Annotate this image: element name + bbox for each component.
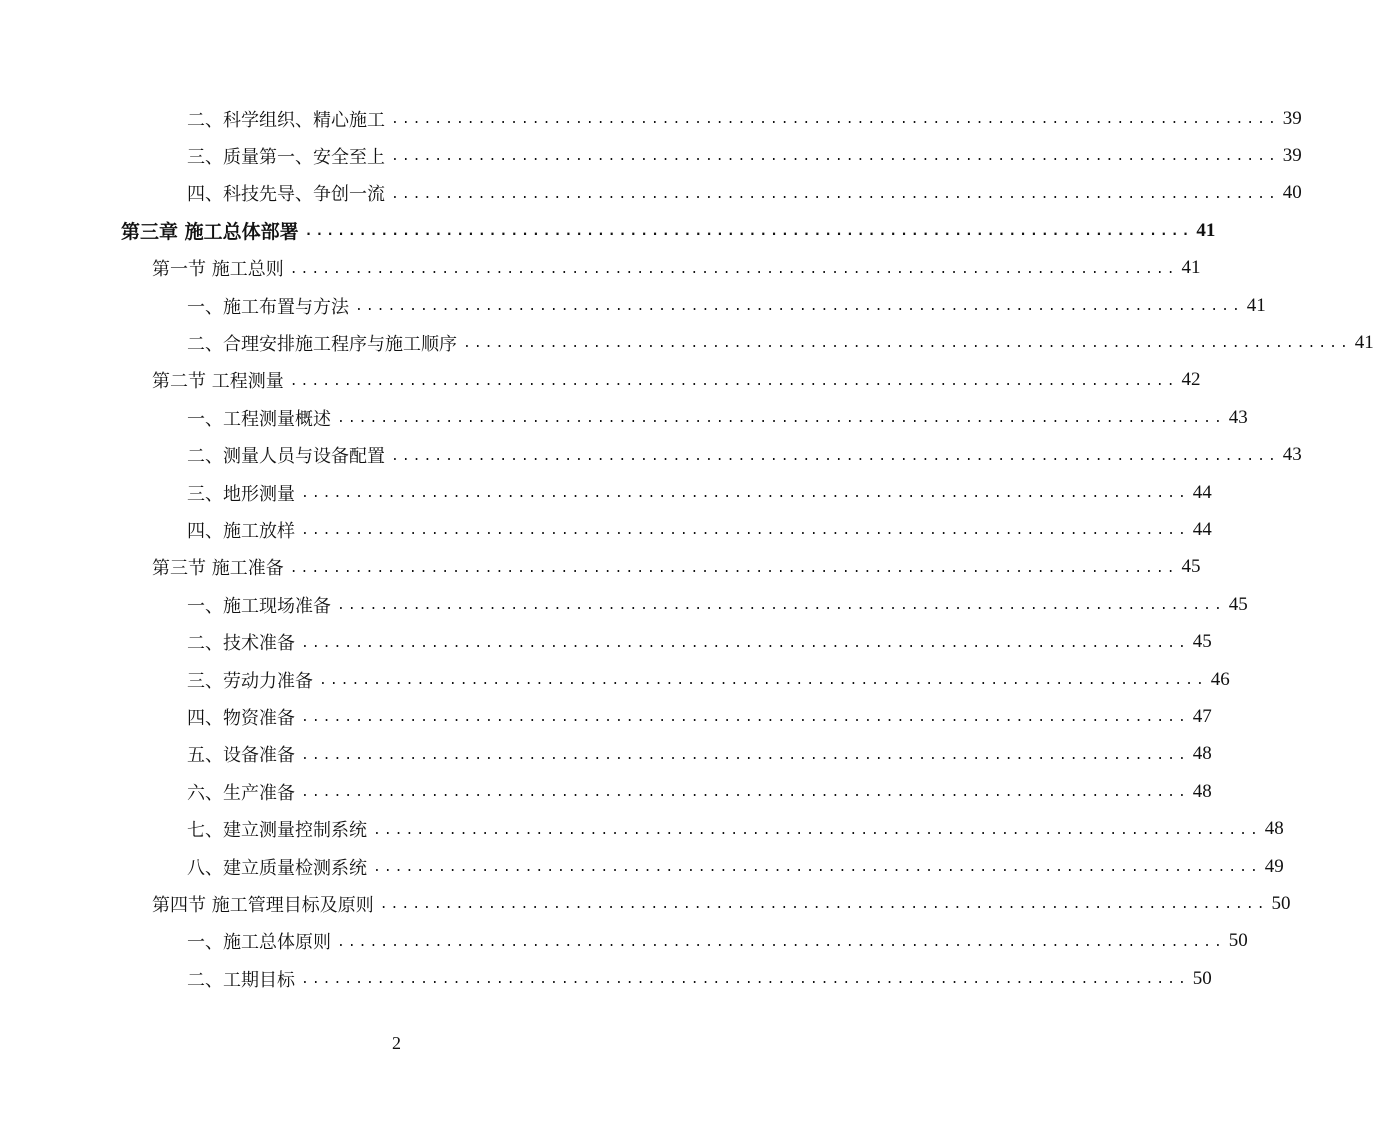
dot-leader: ..................................................................................: [355, 299, 1243, 314]
toc-entry[interactable]: [187, 137, 1302, 174]
dot-leader: ..................................................................................: [463, 336, 1351, 352]
dot-leader: ..................................................................................: [301, 523, 1189, 539]
dot-leader: ..................................................................................: [391, 149, 1279, 165]
toc-entry-title: 二、测量人员与设备配置: [187, 446, 385, 468]
toc-entry-title: 一、施工布置与方法: [187, 296, 349, 318]
toc-entry[interactable]: [187, 324, 1374, 361]
toc-entry-page: 48: [1192, 780, 1212, 802]
toc-entry[interactable]: [187, 100, 1302, 137]
toc-entry-page: 41: [1354, 331, 1374, 353]
toc-entry-title: 第四节 施工管理目标及原则: [152, 894, 374, 916]
toc-entry[interactable]: [187, 511, 1212, 548]
toc-entry-page: 47: [1192, 705, 1212, 727]
toc-section-entry[interactable]: [152, 250, 1201, 287]
toc-entry-title: 二、合理安排施工程序与施工顺序: [187, 333, 457, 355]
toc-entry[interactable]: [187, 661, 1230, 698]
toc-entry-page: 41: [1181, 257, 1201, 279]
toc-section-entry[interactable]: [152, 362, 1201, 399]
dot-leader: ..................................................................................: [289, 373, 1178, 389]
dot-leader: ..................................................................................: [289, 560, 1178, 576]
toc-entry[interactable]: [187, 586, 1248, 623]
toc-entry-page: 41: [1246, 294, 1266, 316]
dot-leader: ..................................................................................: [319, 673, 1207, 688]
toc-entry[interactable]: [187, 923, 1248, 960]
toc-entry-title: 一、施工总体原则: [187, 932, 331, 954]
toc-entry-title: 一、施工现场准备: [187, 595, 331, 617]
toc-entry[interactable]: [187, 437, 1302, 474]
dot-leader: ..................................................................................: [289, 261, 1178, 277]
toc-entry-page: 50: [1271, 892, 1291, 914]
dot-leader: ..................................................................................: [337, 598, 1225, 614]
dot-leader: ..................................................................................: [337, 411, 1225, 427]
toc-entry-page: 45: [1181, 556, 1201, 578]
toc-entry-page: 50: [1228, 930, 1248, 952]
toc-entry-title: 二、技术准备: [187, 633, 295, 655]
toc-entry[interactable]: [187, 175, 1302, 212]
dot-leader: ..................................................................................: [301, 635, 1189, 651]
toc-entry-title: 五、设备准备: [187, 745, 295, 767]
toc-entry-page: 49: [1264, 855, 1284, 877]
toc-entry-page: 39: [1282, 144, 1302, 166]
dot-leader: ..................................................................................: [301, 785, 1189, 801]
toc-entry-title: 八、建立质量检测系统: [187, 857, 367, 879]
dot-leader: ..................................................................................: [391, 112, 1279, 127]
toc-entry-page: 40: [1282, 182, 1302, 204]
dot-leader: ..................................................................................: [391, 186, 1279, 202]
toc-entry[interactable]: [187, 773, 1212, 810]
toc-section-entry[interactable]: [152, 549, 1201, 586]
page-number: 2: [392, 1033, 401, 1053]
toc-entry-title: 第一节 施工总则: [152, 259, 284, 281]
toc-entry-page: 45: [1192, 631, 1212, 653]
toc-entry-title: 三、劳动力准备: [187, 670, 313, 692]
toc-entry-page: 41: [1196, 219, 1216, 241]
toc-entry-title: 七、建立测量控制系统: [187, 820, 367, 842]
toc-entry[interactable]: [187, 474, 1212, 511]
dot-leader: ..................................................................................: [379, 897, 1268, 913]
dot-leader: ..................................................................................: [301, 747, 1189, 763]
toc-entry[interactable]: [187, 624, 1212, 661]
toc-entry-page: 42: [1181, 369, 1201, 391]
toc-entry-page: 43: [1282, 444, 1302, 466]
toc-entry-title: 四、物资准备: [187, 707, 295, 729]
toc-entry[interactable]: [187, 399, 1248, 436]
toc-entry-title: 一、工程测量概述: [187, 408, 331, 430]
toc-entry[interactable]: [187, 848, 1284, 885]
toc-section-entry[interactable]: [152, 885, 1291, 922]
toc-entry-page: 46: [1210, 668, 1230, 690]
toc-entry-page: 44: [1192, 481, 1212, 503]
toc-entry-title: 四、施工放样: [187, 520, 295, 542]
toc-entry-title: 第二节 工程测量: [152, 371, 284, 393]
toc-entry-page: 44: [1192, 518, 1212, 540]
dot-leader: ..................................................................................: [373, 860, 1261, 875]
dot-leader: ..................................................................................: [304, 224, 1193, 240]
toc-entry-page: 45: [1228, 593, 1248, 615]
toc-entry-page: 48: [1192, 743, 1212, 765]
toc-entry-page: 48: [1264, 818, 1284, 840]
dot-leader: ..................................................................................: [301, 486, 1189, 501]
toc-entry-title: 第三章 施工总体部署: [121, 221, 299, 244]
toc-entry-title: 二、科学组织、精心施工: [187, 109, 385, 131]
toc-entry-page: 43: [1228, 406, 1248, 428]
toc-entry[interactable]: [187, 287, 1266, 324]
toc-entry-title: 三、质量第一、安全至上: [187, 146, 385, 168]
toc-chapter-entry[interactable]: [121, 212, 1216, 249]
dot-leader: ..................................................................................: [301, 710, 1189, 726]
dot-leader: ..................................................................................: [391, 448, 1279, 464]
toc-entry[interactable]: [187, 960, 1212, 997]
toc-entry-title: 第三节 施工准备: [152, 558, 284, 580]
toc-entry-title: 三、地形测量: [187, 483, 295, 505]
toc-entry-page: 39: [1282, 107, 1302, 129]
dot-leader: ..................................................................................: [301, 972, 1189, 988]
toc-entry-page: 50: [1192, 967, 1212, 989]
toc-entry[interactable]: [187, 698, 1212, 735]
dot-leader: ..................................................................................: [337, 934, 1225, 950]
toc-entry-title: 六、生产准备: [187, 782, 295, 804]
toc-entry-title: 四、科技先导、争创一流: [187, 184, 385, 206]
toc-entry[interactable]: [187, 736, 1212, 773]
toc-entry-title: 二、工期目标: [187, 969, 295, 991]
toc-entry[interactable]: [187, 811, 1284, 848]
dot-leader: ..................................................................................: [373, 822, 1261, 838]
